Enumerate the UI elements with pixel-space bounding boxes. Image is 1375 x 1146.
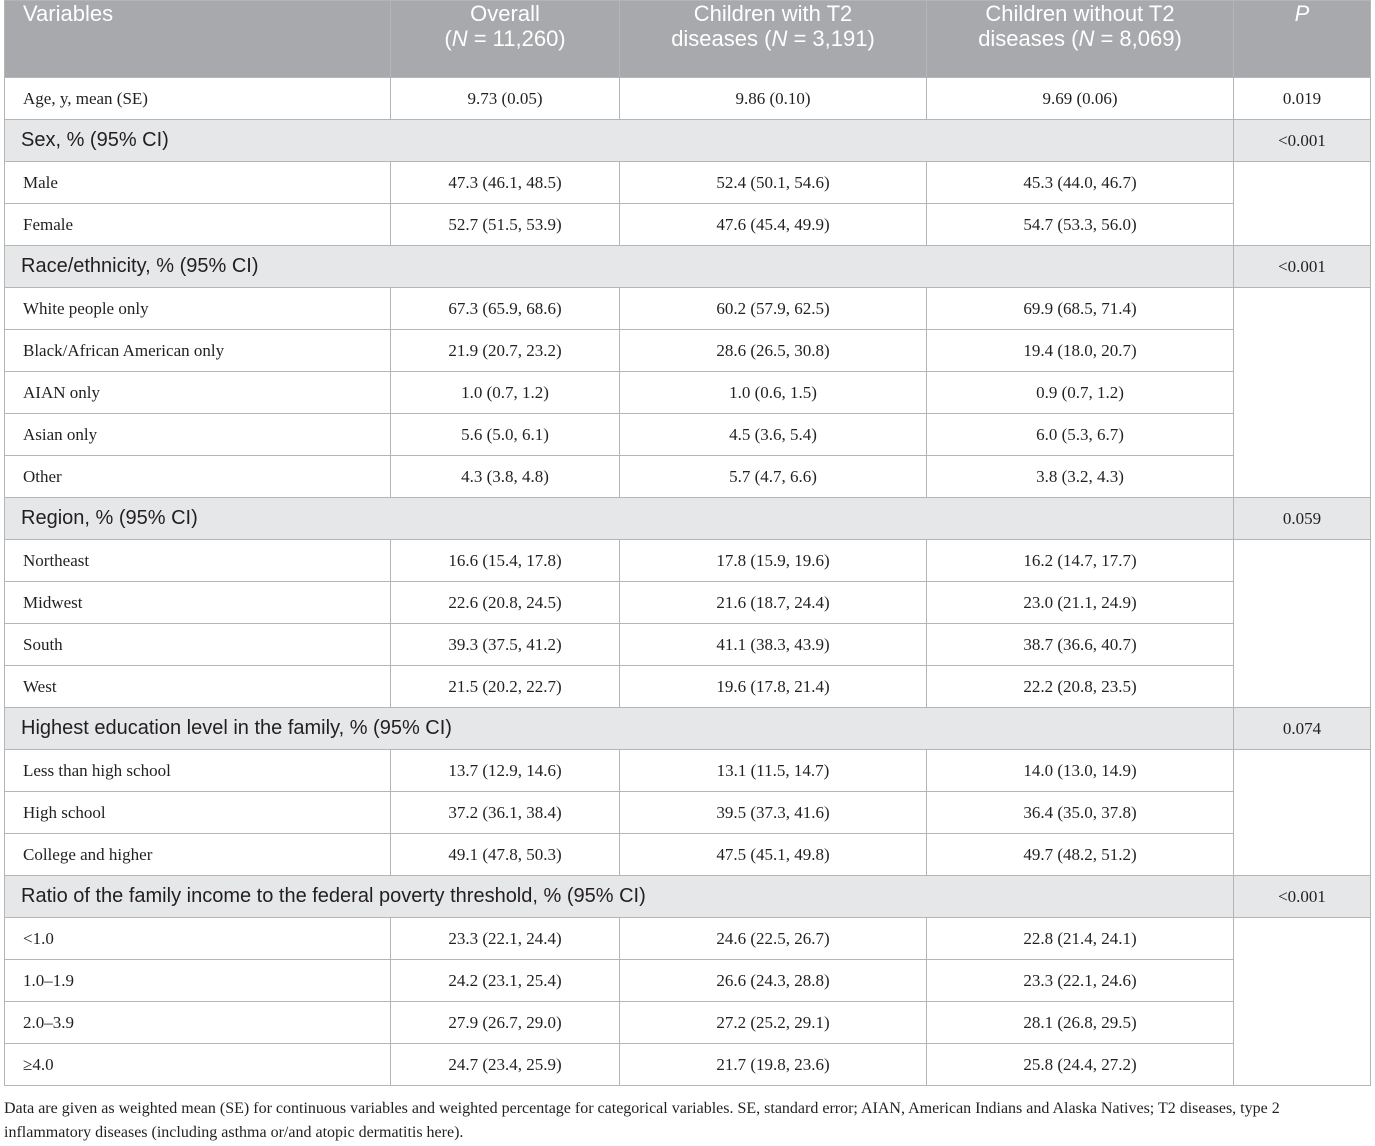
header-without-t2 — [927, 1, 1234, 78]
row-label: Northeast — [5, 540, 391, 582]
empty-p-cell — [1234, 162, 1371, 246]
row-label: High school — [5, 792, 391, 834]
section-p-value: <0.001 — [1234, 876, 1371, 918]
table-row — [5, 372, 1371, 414]
section-header-row — [5, 246, 1371, 288]
cell-with-t2: 21.6 (18.7, 24.4) — [620, 582, 927, 624]
table-row — [5, 792, 1371, 834]
section-title: Sex, % (95% CI) — [5, 120, 1234, 162]
cell-without-t2: 36.4 (35.0, 37.8) — [927, 792, 1234, 834]
cell-with-t2: 19.6 (17.8, 21.4) — [620, 666, 927, 708]
cell-overall: 47.3 (46.1, 48.5) — [391, 162, 620, 204]
table-row — [5, 834, 1371, 876]
header-p-label: P — [1294, 1, 1310, 26]
cell-overall: 39.3 (37.5, 41.2) — [391, 624, 620, 666]
cell-with-t2: 21.7 (19.8, 23.6) — [620, 1044, 927, 1086]
row-label: 1.0–1.9 — [5, 960, 391, 1002]
row-label: 2.0–3.9 — [5, 1002, 391, 1044]
cell-without-t2: 38.7 (36.6, 40.7) — [927, 624, 1234, 666]
row-label: College and higher — [5, 834, 391, 876]
cell-overall: 13.7 (12.9, 14.6) — [391, 750, 620, 792]
cell-overall: 24.7 (23.4, 25.9) — [391, 1044, 620, 1086]
cell-with-t2: 60.2 (57.9, 62.5) — [620, 288, 927, 330]
header-with-t2-n-value: = 3,191) — [787, 26, 875, 51]
section-header-row — [5, 708, 1371, 750]
section-header-row — [5, 876, 1371, 918]
header-with-t2-prefix: diseases ( — [671, 26, 772, 51]
cell-without-t2: 25.8 (24.4, 27.2) — [927, 1044, 1234, 1086]
cell-with-t2: 4.5 (3.6, 5.4) — [620, 414, 927, 456]
cell-without-t2: 22.2 (20.8, 23.5) — [927, 666, 1234, 708]
header-with-t2-n-label: N — [771, 26, 788, 51]
cell-overall: 27.9 (26.7, 29.0) — [391, 1002, 620, 1044]
cell-overall: 24.2 (23.1, 25.4) — [391, 960, 620, 1002]
section-title: Highest education level in the family, % (95% CI) — [5, 708, 1234, 750]
section-title: Race/ethnicity, % (95% CI) — [5, 246, 1234, 288]
section-p-value: <0.001 — [1234, 120, 1371, 162]
table-row — [5, 204, 1371, 246]
row-label: Male — [5, 162, 391, 204]
row-label: Midwest — [5, 582, 391, 624]
cell-with-t2: 41.1 (38.3, 43.9) — [620, 624, 927, 666]
cell-overall: 22.6 (20.8, 24.5) — [391, 582, 620, 624]
cell-with-t2: 1.0 (0.6, 1.5) — [620, 372, 927, 414]
header-overall: Overall (N = 11,260) — [391, 1, 620, 78]
table-row — [5, 918, 1371, 960]
section-p-value: 0.074 — [1234, 708, 1371, 750]
table-row — [5, 414, 1371, 456]
header-with-t2-line1: Children with T2 — [693, 1, 853, 26]
cell-overall: 49.1 (47.8, 50.3) — [391, 834, 620, 876]
cell-without-t2: 23.3 (22.1, 24.6) — [927, 960, 1234, 1002]
table-row — [5, 456, 1371, 498]
row-label: Less than high school — [5, 750, 391, 792]
table-row — [5, 750, 1371, 792]
row-label: Age, y, mean (SE) — [5, 78, 391, 120]
row-label: White people only — [5, 288, 391, 330]
cell-overall: 9.73 (0.05) — [391, 78, 620, 120]
empty-p-cell — [1234, 918, 1371, 1086]
table-row — [5, 960, 1371, 1002]
cell-with-t2: 39.5 (37.3, 41.6) — [620, 792, 927, 834]
cell-without-t2: 23.0 (21.1, 24.9) — [927, 582, 1234, 624]
cell-overall: 67.3 (65.9, 68.6) — [391, 288, 620, 330]
cell-with-t2: 28.6 (26.5, 30.8) — [620, 330, 927, 372]
header-without-t2-prefix: diseases ( — [978, 26, 1079, 51]
header-overall-line1: Overall — [470, 1, 540, 26]
cell-without-t2: 69.9 (68.5, 71.4) — [927, 288, 1234, 330]
cell-overall: 1.0 (0.7, 1.2) — [391, 372, 620, 414]
cell-with-t2: 52.4 (50.1, 54.6) — [620, 162, 927, 204]
table-row — [5, 582, 1371, 624]
cell-overall: 21.9 (20.7, 23.2) — [391, 330, 620, 372]
cell-overall: 37.2 (36.1, 38.4) — [391, 792, 620, 834]
cell-p: 0.019 — [1234, 78, 1371, 120]
empty-p-cell — [1234, 540, 1371, 708]
cell-without-t2: 19.4 (18.0, 20.7) — [927, 330, 1234, 372]
header-with-t2 — [620, 1, 927, 78]
header-variables: Variables — [5, 1, 391, 78]
cell-with-t2: 47.6 (45.4, 49.9) — [620, 204, 927, 246]
row-label: <1.0 — [5, 918, 391, 960]
header-p — [1234, 1, 1371, 78]
cell-without-t2: 9.69 (0.06) — [927, 78, 1234, 120]
table-row — [5, 624, 1371, 666]
empty-p-cell — [1234, 750, 1371, 876]
section-title: Ratio of the family income to the federal poverty threshold, % (95% CI) — [5, 876, 1234, 918]
row-label: ≥4.0 — [5, 1044, 391, 1086]
cell-without-t2: 22.8 (21.4, 24.1) — [927, 918, 1234, 960]
cell-with-t2: 9.86 (0.10) — [620, 78, 927, 120]
cell-without-t2: 28.1 (26.8, 29.5) — [927, 1002, 1234, 1044]
cell-overall: 23.3 (22.1, 24.4) — [391, 918, 620, 960]
row-label: Black/African American only — [5, 330, 391, 372]
header-row — [5, 1, 1371, 78]
cell-with-t2: 5.7 (4.7, 6.6) — [620, 456, 927, 498]
cell-with-t2: 27.2 (25.2, 29.1) — [620, 1002, 927, 1044]
cell-with-t2: 47.5 (45.1, 49.8) — [620, 834, 927, 876]
cell-overall: 52.7 (51.5, 53.9) — [391, 204, 620, 246]
cell-with-t2: 24.6 (22.5, 26.7) — [620, 918, 927, 960]
table-footnote: Data are given as weighted mean (SE) for continuous variables and weighted percentage for categorical variables. SE, standard error; AIAN, American Indians and Alaska Natives; T2 diseases, type 2 inflammatory diseases (including asthma or/and atopic dermatitis here). — [4, 1100, 1280, 1141]
table-row — [5, 162, 1371, 204]
row-label: Other — [5, 456, 391, 498]
cell-overall: 4.3 (3.8, 4.8) — [391, 456, 620, 498]
cell-with-t2: 17.8 (15.9, 19.6) — [620, 540, 927, 582]
header-overall-n-value: = 11,260) — [467, 26, 566, 51]
section-header-row — [5, 498, 1371, 540]
cell-without-t2: 16.2 (14.7, 17.7) — [927, 540, 1234, 582]
cell-without-t2: 14.0 (13.0, 14.9) — [927, 750, 1234, 792]
row-label: South — [5, 624, 391, 666]
table-row — [5, 1044, 1371, 1086]
row-label: AIAN only — [5, 372, 391, 414]
table-row — [5, 666, 1371, 708]
row-label: Female — [5, 204, 391, 246]
section-title: Region, % (95% CI) — [5, 498, 1234, 540]
row-label: West — [5, 666, 391, 708]
table-body — [5, 78, 1371, 1086]
header-without-t2-line1: Children without T2 — [985, 1, 1175, 26]
empty-p-cell — [1234, 288, 1371, 498]
table-row — [5, 1002, 1371, 1044]
section-p-value: <0.001 — [1234, 246, 1371, 288]
cell-overall: 5.6 (5.0, 6.1) — [391, 414, 620, 456]
table-row — [5, 330, 1371, 372]
table-row-age — [5, 78, 1371, 120]
cell-with-t2: 13.1 (11.5, 14.7) — [620, 750, 927, 792]
section-p-value: 0.059 — [1234, 498, 1371, 540]
cell-without-t2: 54.7 (53.3, 56.0) — [927, 204, 1234, 246]
table-row — [5, 288, 1371, 330]
header-overall-n-label: N — [451, 26, 468, 51]
cell-without-t2: 3.8 (3.2, 4.3) — [927, 456, 1234, 498]
characteristics-table — [4, 0, 1371, 1086]
section-header-row — [5, 120, 1371, 162]
header-without-t2-n-label: N — [1078, 26, 1095, 51]
table-row — [5, 540, 1371, 582]
cell-without-t2: 45.3 (44.0, 46.7) — [927, 162, 1234, 204]
cell-without-t2: 49.7 (48.2, 51.2) — [927, 834, 1234, 876]
cell-overall: 21.5 (20.2, 22.7) — [391, 666, 620, 708]
cell-with-t2: 26.6 (24.3, 28.8) — [620, 960, 927, 1002]
header-without-t2-n-value: = 8,069) — [1094, 26, 1182, 51]
cell-without-t2: 0.9 (0.7, 1.2) — [927, 372, 1234, 414]
cell-without-t2: 6.0 (5.3, 6.7) — [927, 414, 1234, 456]
cell-overall: 16.6 (15.4, 17.8) — [391, 540, 620, 582]
row-label: Asian only — [5, 414, 391, 456]
